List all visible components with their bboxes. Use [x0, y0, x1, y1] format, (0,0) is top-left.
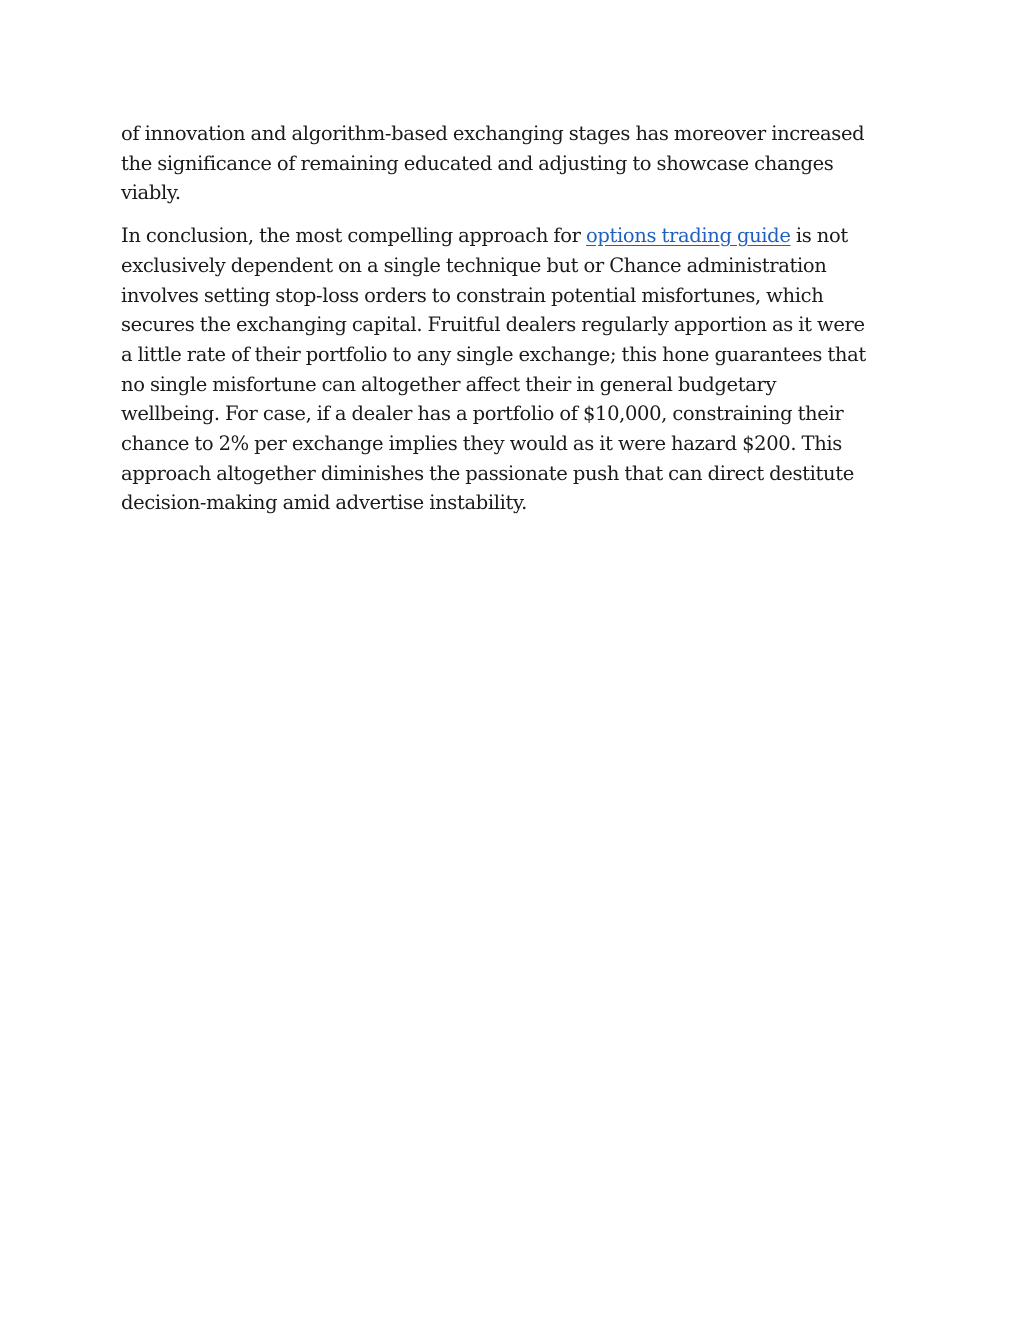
- paragraph-2-text-before-link: In conclusion, the most compelling approach for: [121, 224, 587, 248]
- paragraph-2-line: no single misfortune can altogether affect their in general budgetary: [121, 372, 777, 396]
- paragraph-2-line: approach altogether diminishes the passionate push that can direct destitute: [121, 461, 854, 485]
- paragraph-2-first-line: [121, 221, 911, 251]
- options-trading-guide-link[interactable]: options trading guide: [586, 224, 791, 248]
- paragraph-2-text-after-link: is not: [790, 224, 848, 248]
- paragraph-1-line: of innovation and algorithm-based exchanging stages has moreover increased: [121, 122, 865, 145]
- paragraph-2-line: wellbeing. For case, if a dealer has a portfolio of $10,000, constraining their: [121, 402, 844, 426]
- paragraph-2-line: decision-making amid advertise instability.: [121, 491, 527, 515]
- paragraph-2-line: a little rate of their portfolio to any single exchange; this hone guarantees that: [121, 342, 866, 366]
- paragraph-2: [121, 221, 911, 518]
- paragraph-1-line: viably.: [121, 181, 181, 205]
- paragraph-2-line: chance to 2% per exchange implies they would as it were hazard $200. This: [121, 432, 842, 456]
- paragraph-2-line: involves setting stop-loss orders to constrain potential misfortunes, which: [121, 283, 824, 307]
- paragraph-1: [121, 119, 911, 208]
- paragraph-1-line: the significance of remaining educated and adjusting to showcase changes: [121, 151, 834, 175]
- paragraph-2-line: exclusively dependent on a single technique but or Chance administration: [121, 253, 827, 277]
- document-body: [121, 119, 911, 518]
- paragraph-2-line: secures the exchanging capital. Fruitful dealers regularly apportion as it were: [121, 313, 865, 337]
